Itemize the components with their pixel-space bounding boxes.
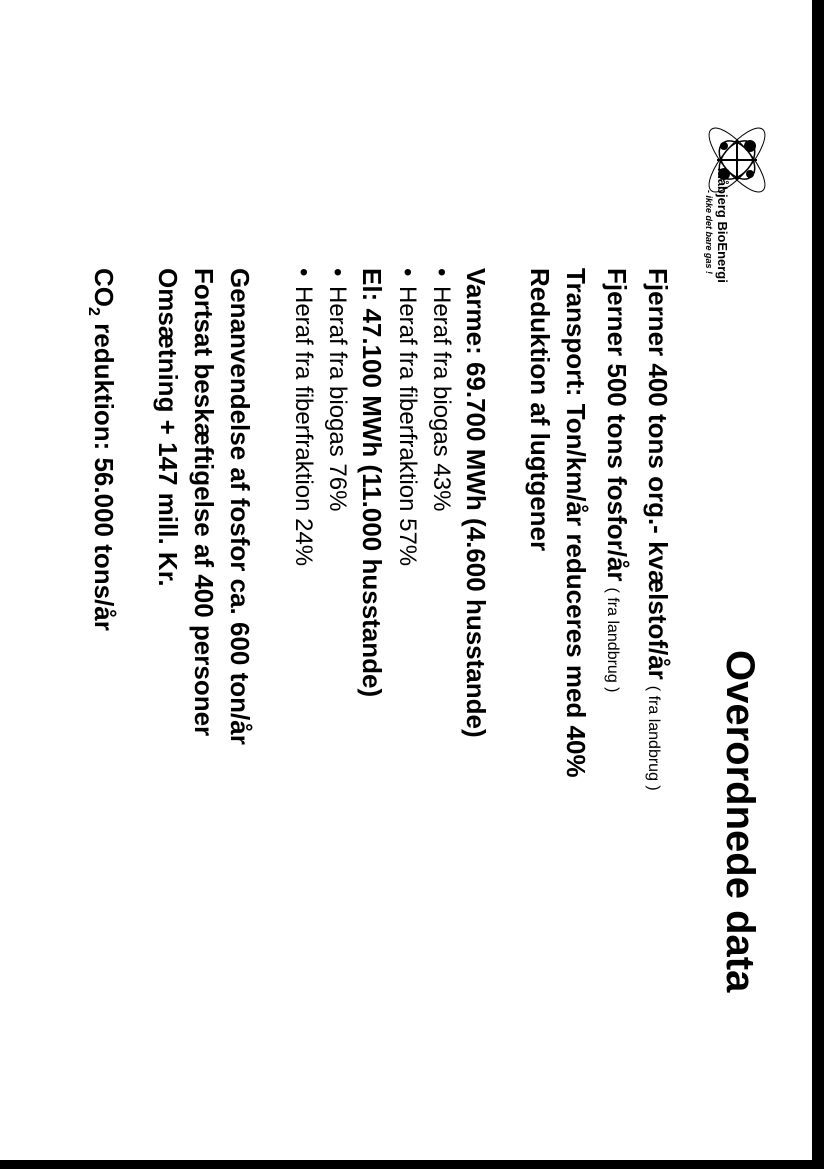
bullet-item	[320, 268, 354, 1128]
bullet-item	[390, 268, 424, 1128]
bullet-icon: •	[324, 268, 351, 277]
fact-text: Fjerner 400 tons org.- kvælstof/år	[643, 268, 673, 680]
bullet-text: Heraf fra fiberfraktion 24%	[290, 286, 317, 567]
fact-text: Reduktion af lugtgener	[525, 268, 555, 552]
bullet-item	[286, 268, 320, 1128]
fact-text: Transport: Ton/km/år reduceres med 40%	[561, 268, 591, 778]
slide-content	[75, 268, 676, 1128]
co2-reduction	[75, 268, 122, 1128]
bullet-icon: •	[394, 268, 421, 277]
fact-line: Genanvendelse af fosfor ca. 600 ton/år	[225, 268, 255, 745]
varme-heading: Varme: 69.700 MWh (4.600 husstande)	[461, 268, 491, 738]
fact-line	[522, 268, 558, 1128]
bullet-text: Heraf fra biogas 76%	[324, 286, 351, 512]
logo-name: Måbjerg BioEnergi	[715, 168, 730, 283]
bullet-item	[424, 268, 458, 1128]
logo-tagline: - ikke det bare gas !	[704, 190, 714, 275]
fact-line: Omsætning + 147 mill. Kr.	[153, 268, 183, 587]
fact-note: ( fra landbrug )	[604, 587, 621, 693]
bullet-icon: •	[290, 268, 317, 277]
fact-line	[558, 268, 594, 1128]
el-heading: El: 47.100 MWh (11.000 husstande)	[357, 268, 387, 698]
fact-line	[594, 268, 635, 1128]
fact-line	[635, 268, 676, 1128]
fact-text: Fjerner 500 tons fosfor/år	[602, 268, 632, 582]
co2-prefix: CO	[89, 268, 119, 307]
bullet-icon: •	[428, 268, 455, 277]
co2-rest: reduktion: 56.000 tons/år	[89, 315, 119, 631]
fact-line: Fortsat beskæftigelse af 400 personer	[189, 268, 219, 737]
bullet-text: Heraf fra biogas 43%	[428, 286, 455, 512]
slide-title: Overordnede data	[718, 650, 762, 993]
co2-subscript: 2	[84, 307, 102, 316]
fact-note: ( fra landbrug )	[645, 685, 662, 791]
bullet-text: Heraf fra fiberfraktion 57%	[394, 286, 421, 567]
